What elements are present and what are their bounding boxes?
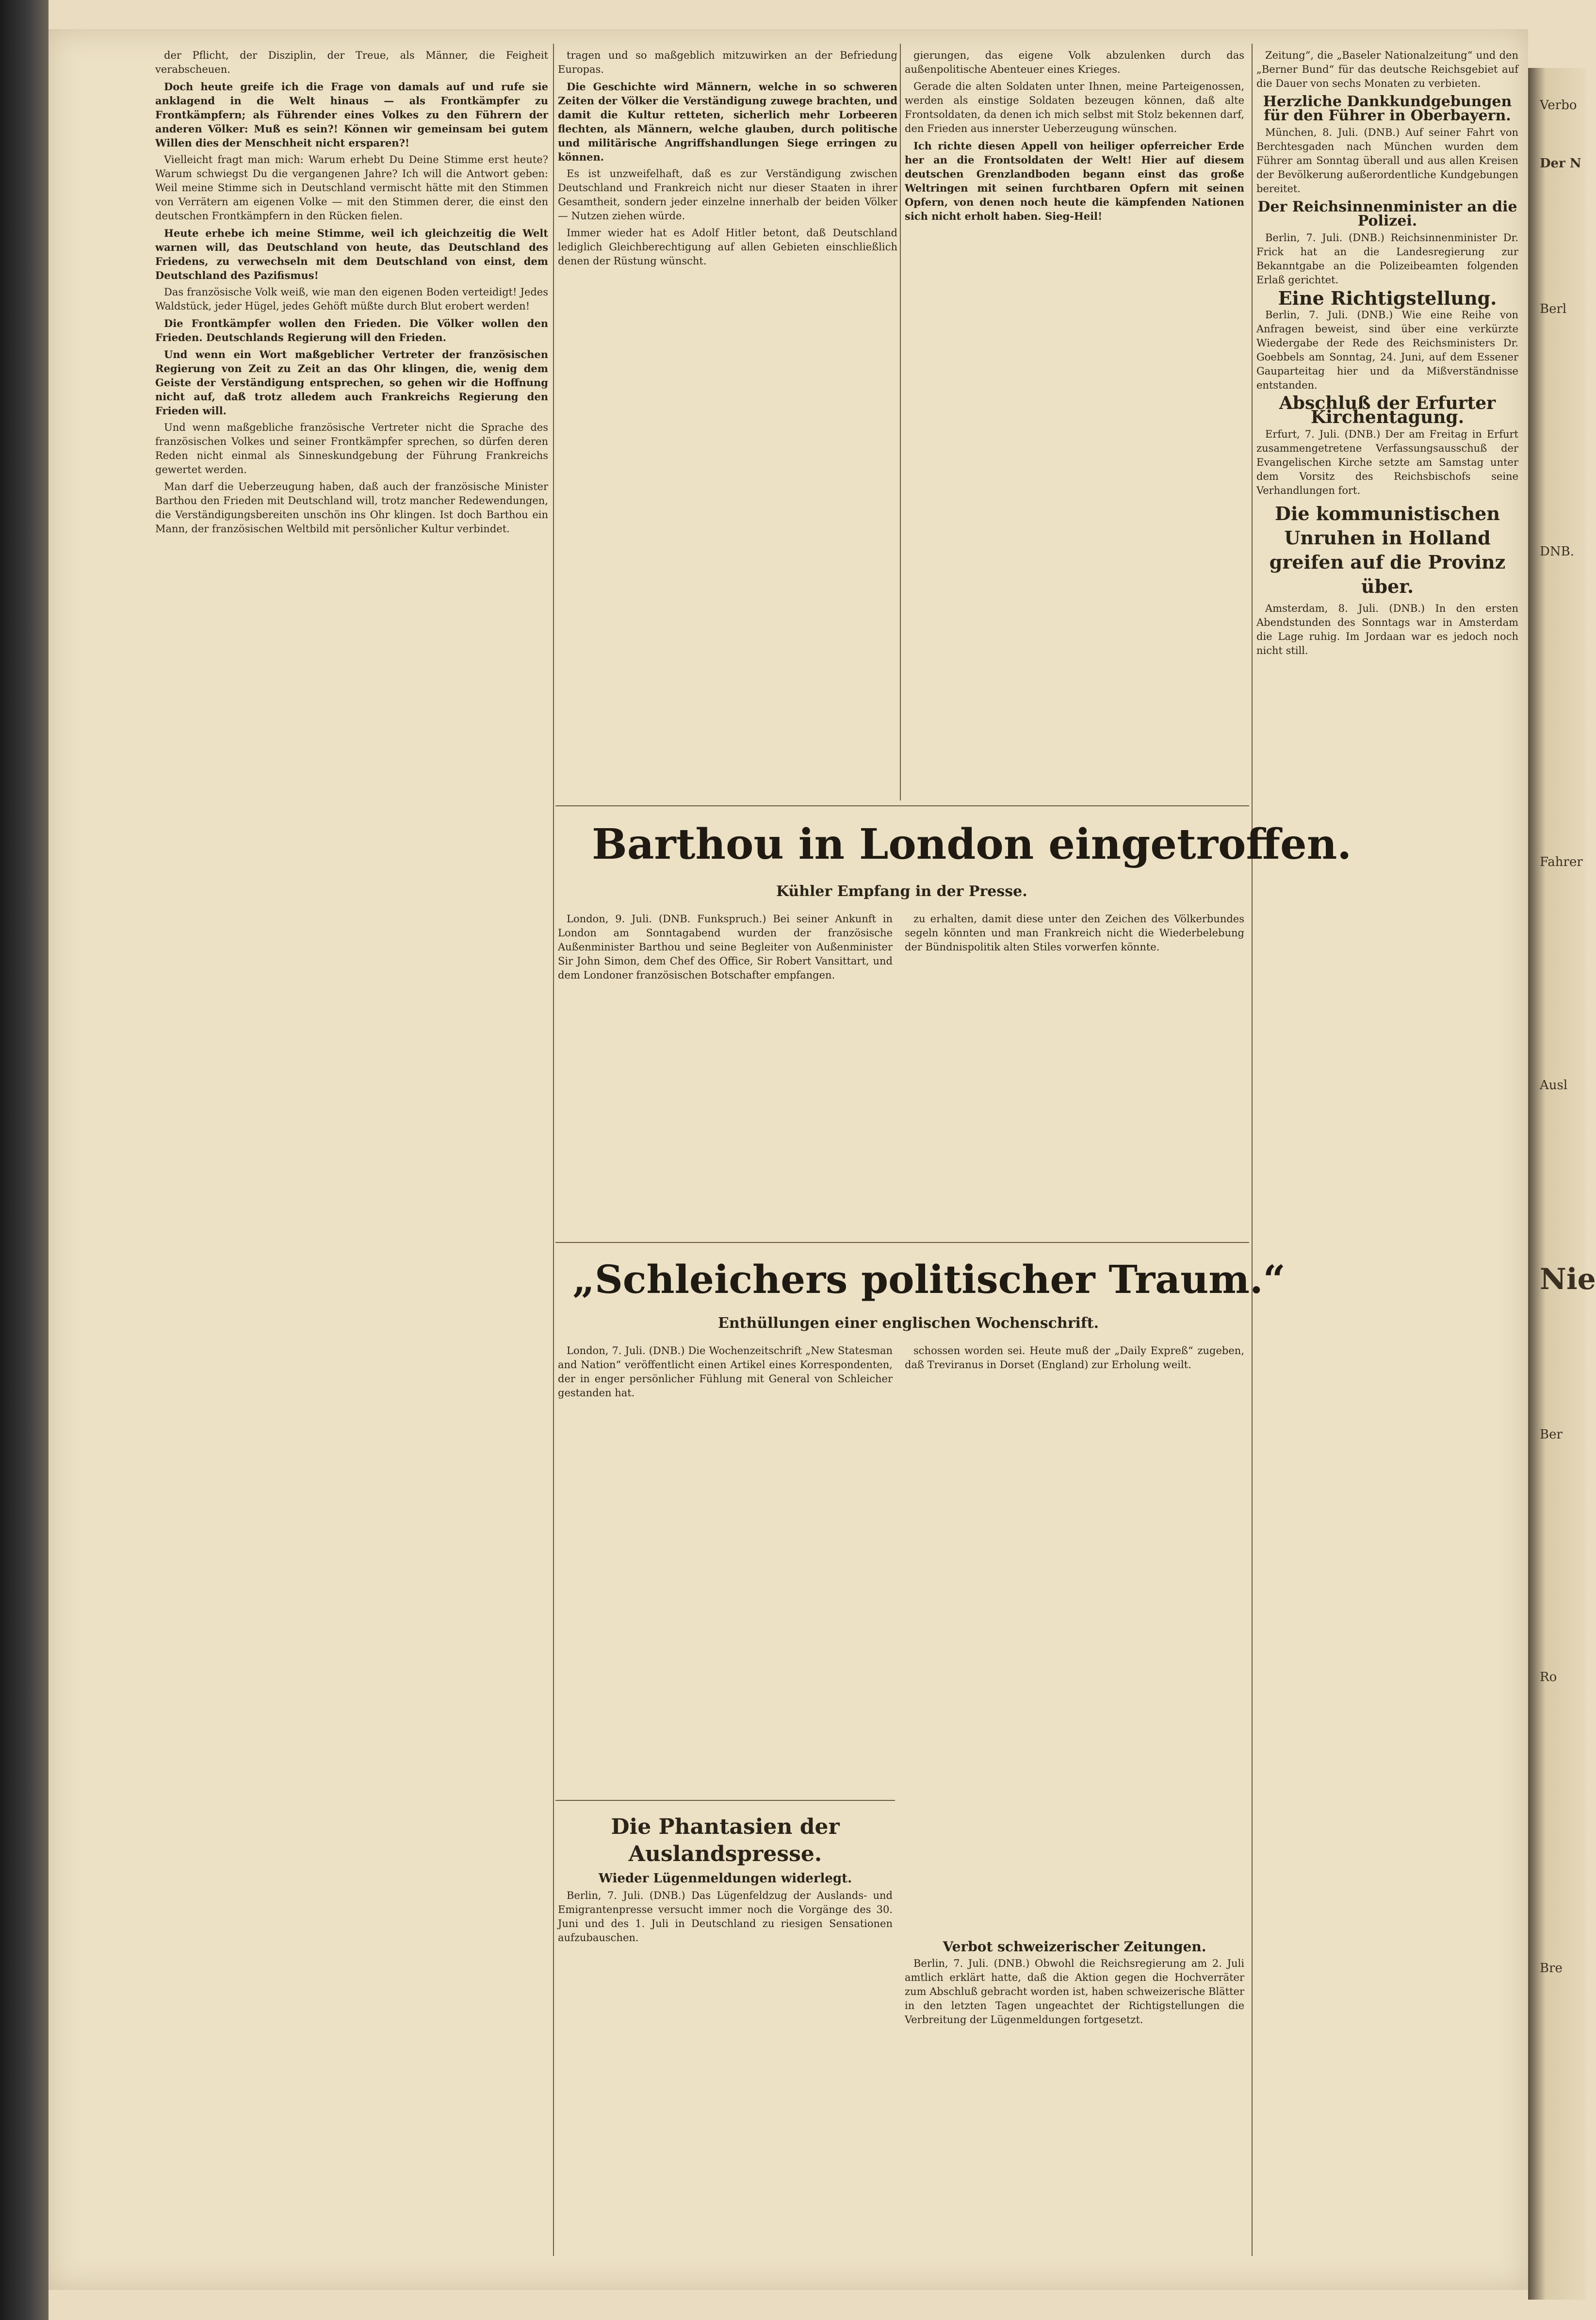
next-page-fragment: Nie bbox=[1540, 1262, 1596, 1296]
schleicher-paragraph: schossen worden sei. Heute muß der „Daily Expreß“ zugeben, daß Treviranus in Dorset (England) zur Erholung weilt. bbox=[905, 1345, 1244, 1371]
barthou-text-right bbox=[905, 912, 1244, 957]
col2-paragraph: Es ist unzweifelhaft, daß es zur Verständigung zwischen Deutschland und Frankreich nicht nur dieser Staaten in ihrer Gesamtheit, sondern jeder einzelne innerhalb der beiden Völker — Nutzen ziehen würde. bbox=[558, 168, 897, 222]
barthou-headline: Barthou in London eingetroffen. bbox=[592, 820, 1352, 869]
col4-paragraph: Berlin, 7. Juli. (DNB.) Wie eine Reihe von Anfragen beweist, sind über eine verkürzte Wiedergabe der Rede des Reichsministers Dr. Goebbels am Sonntag, 24. Juni, auf dem Essener Gauparteitag hier und da Mißverständnisse entstanden. bbox=[1256, 309, 1518, 391]
next-page-fragment: Bre bbox=[1540, 1961, 1563, 1976]
schleicher-text-left bbox=[558, 1344, 893, 1403]
barthou-paragraph: zu erhalten, damit diese unter den Zeichen des Völkerbundes segeln könnten und man Frankreich nicht die Wiederbelebung der Bündnispolitik alten Stiles vorwerfen könnte. bbox=[905, 913, 1244, 953]
phantasien-headline: Die Phantasien der Auslandspresse. bbox=[611, 1814, 840, 1866]
adjacent-page-edge bbox=[1528, 68, 1596, 2300]
column-1 bbox=[155, 49, 548, 539]
next-page-fragment: Ausl bbox=[1540, 1078, 1568, 1093]
next-page-fragment: Verbo bbox=[1540, 98, 1577, 113]
col4-paragraph: München, 8. Juli. (DNB.) Auf seiner Fahrt von Berchtesgaden nach München wurden dem Führer am Sonntag überall und aus allen Kreisen der Bevölkerung außerordentliche Kundgebungen bereitet. bbox=[1256, 127, 1518, 195]
col1-paragraph: Und wenn maßgebliche französische Vertreter nicht die Sprache des französischen Volkes und seiner Frontkämpfer sprechen, so dürfen deren Reden nicht einmal als Sinneskundgebung der Führung Frankreichs gewertet werden. bbox=[155, 422, 548, 475]
col1-paragraph: der Pflicht, der Disziplin, der Treue, als Männer, die Feigheit verabscheuen. bbox=[155, 49, 548, 75]
column-divider bbox=[553, 44, 554, 2256]
book-binding bbox=[0, 0, 49, 2320]
col2-paragraph: Die Geschichte wird Männern, welche in so schweren Zeiten der Völker die Verständigung zuwege brachten, und damit die Kultur retteten, sicherlich mehr Lorbeeren flechten, als Männern, welche glauben, durch politische und militärische Angriffshandlungen Siege erringen zu können. bbox=[558, 81, 897, 163]
col1-paragraph: Doch heute greife ich die Frage von damals auf und rufe sie anklagend in die Welt hinaus — als Frontkämpfer zu Frontkämpfern; als Führender eines Volkes zu den Führern der anderen Völker: Muß es sein?! Können wir gemeinsam bei gutem Willen dies der Menschheit nicht ersparen?! bbox=[155, 81, 548, 149]
column-divider bbox=[900, 44, 901, 801]
phantasien-subheadline: Wieder Lügenmeldungen widerlegt. bbox=[598, 1871, 852, 1886]
col2-paragraph: tragen und so maßgeblich mitzuwirken an der Befriedung Europas. bbox=[558, 49, 897, 75]
verbot-paragraph: Berlin, 7. Juli. (DNB.) Obwohl die Reichsregierung am 2. Juli amtlich erklärt hatte, daß die Aktion gegen die Hochverräter zum Abschluß gebracht worden ist, haben schweizerische Blätter in den letzten Tagen ungeachtet der Richtigstellungen die Verbreitung der Lügenmeldungen fortgesetzt. bbox=[905, 1958, 1244, 2026]
col4-intro: Zeitung“, die „Baseler Nationalzeitung“ und den „Berner Bund“ für das deutsche Reichsgebiet auf die Dauer von sechs Monaten zu verbieten. bbox=[1256, 49, 1518, 89]
col4-paragraph: Amsterdam, 8. Juli. (DNB.) In den ersten Abendstunden des Sonntags war in Amsterdam die Lage ruhig. Im Jordaan war es jedoch noch nicht still. bbox=[1256, 603, 1518, 656]
phantasien-article bbox=[558, 1810, 893, 1948]
col1-paragraph: Und wenn ein Wort maßgeblicher Vertreter der französischen Regierung von Zeit zu Zeit an das Ohr klingen, die, wenig dem Geiste der Verständigung entsprechen, so gehen wir die Hoffnung nicht auf, daß trotz alledem auch Frankreichs Regierung den Frieden will. bbox=[155, 348, 548, 417]
column-2 bbox=[558, 49, 897, 801]
next-page-fragment: DNB. bbox=[1540, 544, 1574, 559]
col1-paragraph: Die Frontkämpfer wollen den Frieden. Die Völker wollen den Frieden. Deutschlands Regierung will den Frieden. bbox=[155, 317, 548, 343]
col3-paragraph: gierungen, das eigene Volk abzulenken durch das außenpolitische Abenteuer eines Krieges. bbox=[905, 49, 1244, 75]
col4-heading: Herzliche Dankkundgebungen für den Führer in Oberbayern. bbox=[1263, 93, 1512, 124]
col1-paragraph: Man darf die Ueberzeugung haben, daß auch der französische Minister Barthou den Frieden mit Deutschland will, trotz mancher Redewendungen, die Verständigungsbereiten unschön ins Ohr klingen. Ist doch Barthou ein Mann, der französischen Weltbild mit persönlicher Kultur verbindet. bbox=[155, 481, 548, 535]
column-3 bbox=[905, 49, 1244, 801]
next-page-fragment: Der N bbox=[1540, 156, 1581, 171]
col4-heading: Eine Richtigstellung. bbox=[1278, 287, 1497, 309]
next-page-fragment: Ro bbox=[1540, 1670, 1557, 1684]
phantasien-paragraph: Berlin, 7. Juli. (DNB.) Das Lügenfeldzug der Auslands- und Emigrantenpresse versucht immer noch die Vorgänge des 30. Juni und des 1. Juli in Deutschland zu riesigen Sensationen aufzubauschen. bbox=[558, 1890, 893, 1944]
schleicher-paragraph: London, 7. Juli. (DNB.) Die Wochenzeitschrift „New Statesman and Nation“ veröffentlicht einen Artikel eines Korrespondenten, der in enger persönlicher Fühlung mit General von Schleicher gestanden hat. bbox=[558, 1345, 893, 1399]
col2-paragraph: Immer wieder hat es Adolf Hitler betont, daß Deutschland lediglich Gleichberechtigung auf allen Gebieten einschließlich denen der Rüstung wünscht. bbox=[558, 227, 897, 267]
column-divider bbox=[1252, 44, 1253, 2256]
col3-paragraph: Gerade die alten Soldaten unter Ihnen, meine Parteigenossen, werden als einstige Soldaten bezeugen können, daß alte Frontsoldaten, da denen ich mich selbst mit Stolz bekennen darf, den Frieden aus innerster Ueberzeugung wünschen. bbox=[905, 81, 1244, 134]
article-divider bbox=[555, 805, 1249, 806]
article-divider bbox=[555, 1800, 895, 1801]
col4-paragraph: Berlin, 7. Juli. (DNB.) Reichsinnenminister Dr. Frick hat an die Landesregierung zur Bekanntgabe an die Polizeibeamten folgenden Erlaß gerichtet. bbox=[1256, 232, 1518, 286]
col4-heading: Die kommunistischen Unruhen in Holland greifen auf die Provinz über. bbox=[1269, 503, 1506, 597]
article-divider bbox=[555, 1242, 1249, 1243]
barthou-subheadline: Kühler Empfang in der Presse. bbox=[776, 883, 1027, 900]
newspaper-page bbox=[49, 29, 1528, 2290]
barthou-paragraph: London, 9. Juli. (DNB. Funkspruch.) Bei seiner Ankunft in London am Sonntagabend wurden der französische Außenminister Barthou und seine Begleiter von Außenminister Sir John Simon, dem Chef des Office, Sir Robert Vansittart, und dem Londoner französischen Botschafter empfangen. bbox=[558, 913, 893, 981]
verbot-headline: Verbot schweizerischer Zeitungen. bbox=[943, 1939, 1206, 1955]
barthou-text-left bbox=[558, 912, 893, 985]
col1-paragraph: Vielleicht fragt man mich: Warum erhebt Du Deine Stimme erst heute? Warum schwiegst Du die vergangenen Jahre? Ich will die Antwort geben: Weil meine Stimme sich in Deutschland vermischt hätte mit den Stimmen von Verrätern am eigenen Volke — mit den Stimmen derer, die einst den deutschen Frontkämpfern in den Rücken fielen. bbox=[155, 154, 548, 222]
col1-paragraph: Heute erhebe ich meine Stimme, weil ich gleichzeitig die Welt warnen will, das Deutschland von heute, das Deutschland des Friedens, zu verwechseln mit dem Deutschland von einst, dem Deutschland des Pazifismus! bbox=[155, 227, 548, 281]
col3-paragraph: Ich richte diesen Appell von heiliger opferreicher Erde her an die Frontsoldaten der Welt! Hier auf diesem deutschen Grenzlandboden begann einst das große Weltringen mit seinen furchtbaren Opfern mit seinen Opfern, von denen noch heute die kämpfenden Nationen sich nicht erholt haben. Sieg-Heil! bbox=[905, 140, 1244, 222]
next-page-fragment: Fahrer bbox=[1540, 855, 1583, 869]
col4-heading: Abschluß der Erfurter Kirchentagung. bbox=[1279, 393, 1496, 427]
col4-paragraph: Erfurt, 7. Juli. (DNB.) Der am Freitag in Erfurt zusammengetretene Verfassungsausschuß der Evangelischen Kirche setzte am Samstag unter dem Vorsitz des Reichsbischofs seine Verhandlungen fort. bbox=[1256, 428, 1518, 496]
column-4 bbox=[1256, 49, 1518, 661]
schleicher-subheadline: Enthüllungen einer englischen Wochenschrift. bbox=[718, 1315, 1099, 1332]
col4-heading: Der Reichsinnenminister an die Polizei. bbox=[1257, 198, 1517, 229]
col1-paragraph: Das französische Volk weiß, wie man den eigenen Boden verteidigt! Jedes Waldstück, jeder Hügel, jedes Gehöft müßte durch Blut erobert werden! bbox=[155, 286, 548, 312]
next-page-fragment: Berl bbox=[1540, 302, 1567, 316]
next-page-fragment: Ber bbox=[1540, 1427, 1563, 1442]
schleicher-text-right bbox=[905, 1344, 1244, 1375]
verbot-article bbox=[905, 1936, 1244, 2030]
schleicher-headline: „Schleichers politischer Traum.“ bbox=[572, 1257, 1286, 1302]
